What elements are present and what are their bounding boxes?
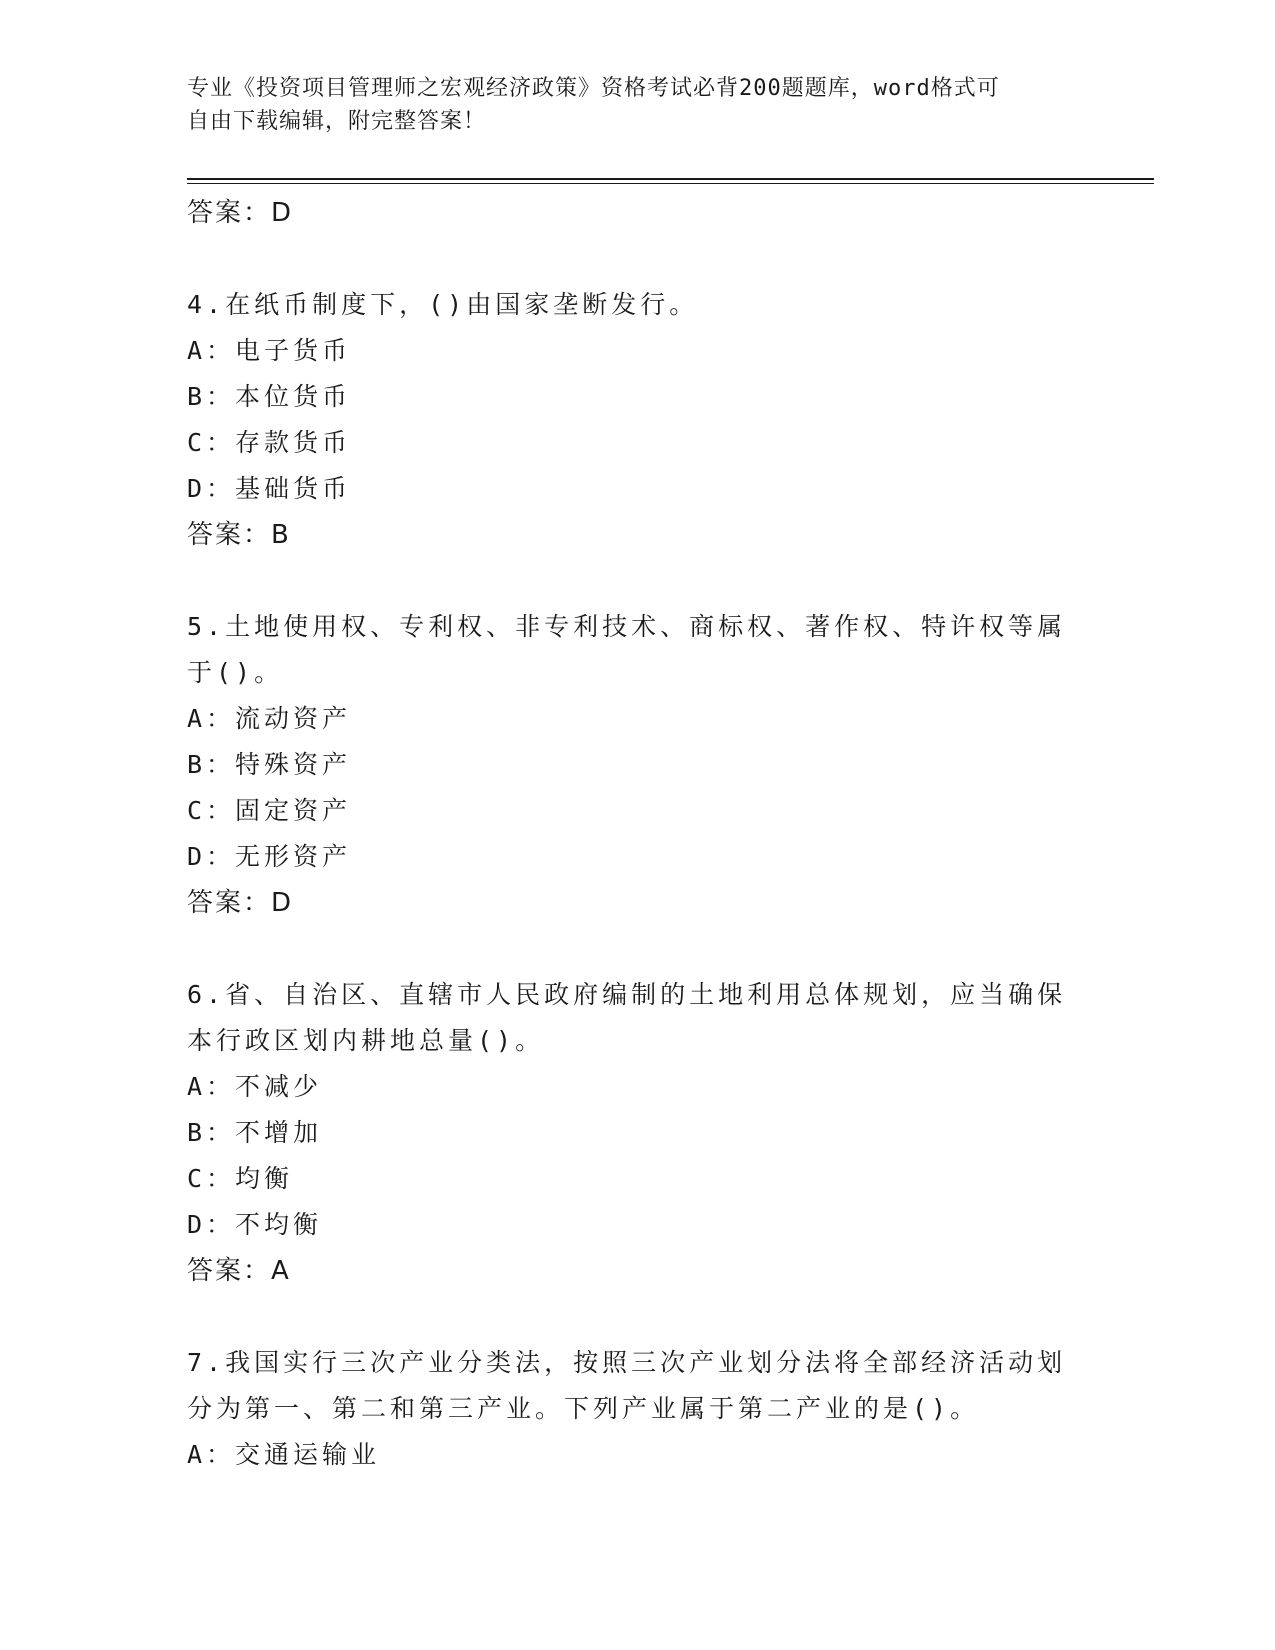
answer-line: 答案：D	[187, 198, 294, 228]
header-divider	[187, 178, 1154, 184]
option-b: B：不增加	[187, 1118, 323, 1147]
question-stem: 7.我国实行三次产业分类法，按照三次产业划分法将全部经济活动划分为第一、第二和第三产业。下列产业属于第二产业的是()。	[187, 1348, 1067, 1423]
question-list	[187, 190, 1067, 1478]
header-line-2: 自由下载编辑，附完整答案！	[187, 109, 487, 134]
answer-line: 答案：B	[187, 520, 291, 550]
option-c: C：均衡	[187, 1164, 294, 1193]
option-c: C：固定资产	[187, 796, 352, 825]
question-item	[187, 282, 1067, 558]
question-item	[187, 1340, 1067, 1478]
option-d: D：无形资产	[187, 842, 352, 871]
question-stem: 5.土地使用权、专利权、非专利技术、商标权、著作权、特许权等属于()。	[187, 612, 1067, 687]
option-a: A：电子货币	[187, 336, 352, 365]
answer-line: 答案：D	[187, 888, 294, 918]
spacer	[187, 1294, 1067, 1340]
option-b: B：本位货币	[187, 382, 352, 411]
option-b: B：特殊资产	[187, 750, 352, 779]
option-d: D：不均衡	[187, 1210, 323, 1239]
option-c: C：存款货币	[187, 428, 352, 457]
document-header	[187, 72, 1067, 138]
question-stem: 4.在纸币制度下，()由国家垄断发行。	[187, 290, 699, 319]
question-item	[187, 972, 1067, 1294]
option-a: A：交通运输业	[187, 1440, 381, 1469]
option-a: A：流动资产	[187, 704, 352, 733]
question-stem: 6.省、自治区、直辖市人民政府编制的土地利用总体规划，应当确保本行政区划内耕地总量()。	[187, 980, 1067, 1055]
answer-line: 答案：A	[187, 1256, 291, 1286]
spacer	[187, 558, 1067, 604]
option-a: A：不减少	[187, 1072, 323, 1101]
question-item	[187, 604, 1067, 926]
spacer	[187, 926, 1067, 972]
header-line-1: 专业《投资项目管理师之宏观经济政策》资格考试必背200题题库，word格式可	[187, 76, 1000, 101]
option-d: D：基础货币	[187, 474, 352, 503]
spacer	[187, 236, 1067, 282]
